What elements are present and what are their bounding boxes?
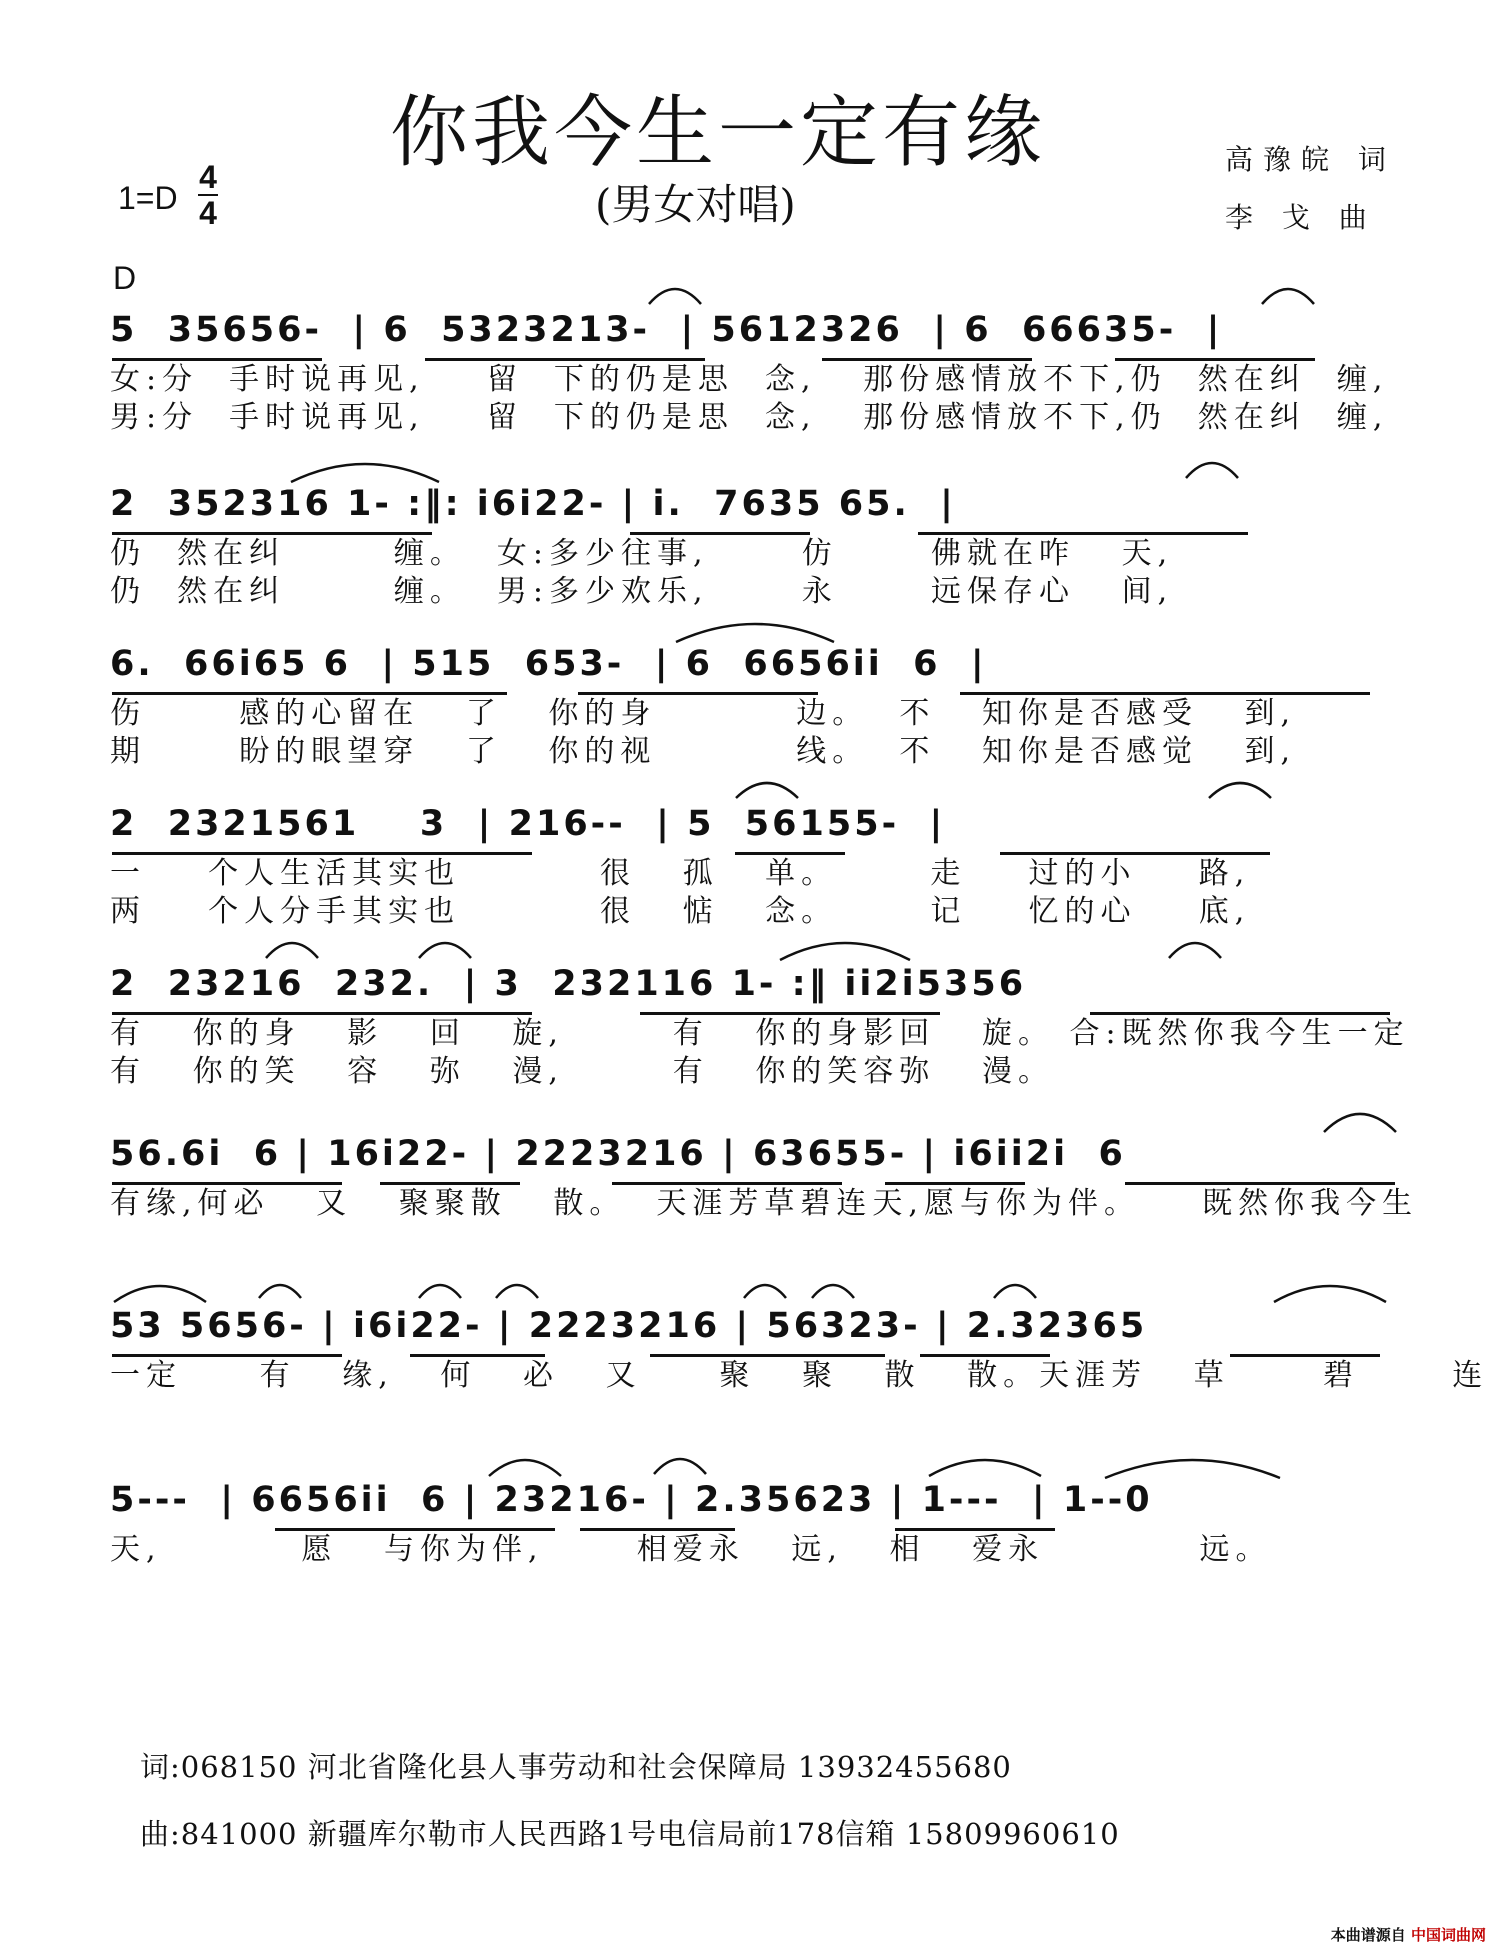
lyric-line-chorus: 一定 有 缘, 何 必 又 聚 聚 散 散。天涯芳 草 碧 连 — [110, 1358, 1489, 1393]
time-signature — [196, 160, 220, 230]
notation-text: 53 5656- | i6i22- | 2223216 | 56323- | 2.32365 — [110, 1306, 1148, 1346]
lyric-line-female: 一 个人生活其实也 很 孤 单。 走 过的小 路, — [110, 856, 1251, 891]
lyricist-contact: 词:068150 河北省隆化县人事劳动和社会保障局 13932455680 — [140, 1750, 1012, 1784]
lyric-line-chorus: 有缘,何必 又 聚聚散 散。 天涯芳草碧连天,愿与你为伴。 既然你我今生 — [110, 1186, 1419, 1221]
notation-text: 6. 66i65 6 | 515 653- | 6 6656ii 6 | — [110, 644, 987, 684]
lyric-line-male: 男:分 手时说再见, 留 下的仍是思 念, 那份感情放不下,仍 然在纠 缠, — [110, 400, 1389, 435]
lyricist-credit: 高豫皖 词 — [1225, 143, 1396, 176]
time-signature-bottom: 4 — [199, 195, 217, 231]
notation-text: 2 352316 1- :‖: i6i22- | i. 7635 65. | — [110, 484, 956, 524]
source-note — [1331, 1924, 1486, 1945]
composer-contact: 曲:841000 新疆库尔勒市人民西路1号电信局前178信箱 15809960610 — [140, 1817, 1120, 1851]
notation-text: 5--- | 6656ii 6 | 23216- | 2.35623 | 1--- | 1--0 — [110, 1480, 1153, 1520]
source-site-link[interactable]: 中国词曲网 — [1410, 1926, 1486, 1944]
key-signature: 1=D — [118, 180, 178, 216]
song-title: 你我今生一定有缘 — [390, 88, 1047, 178]
lyric-line-female: 女:分 手时说再见, 留 下的仍是思 念, 那份感情放不下,仍 然在纠 缠, — [110, 362, 1389, 397]
lyric-line-female: 仍 然在纠 缠。 女:多少往事, 仿 佛就在咋 天, — [110, 536, 1174, 571]
notation-text: 2 23216 232. | 3 232116 1- :‖ ii2i5356 — [110, 964, 1027, 1004]
notation-text: 56.6i 6 | 16i22- | 2223216 | 63655- | i6ii2i 6 — [110, 1134, 1126, 1174]
lyric-line-male: 期 盼的眼望穿 了 你的视 线。 不 知你是否感觉 到, — [110, 734, 1297, 769]
lyric-line-chorus: 天, 愿 与你为伴, 相爱永 远, 相 爱永 远。 — [110, 1532, 1272, 1567]
lyric-line-male: 有 你的笑 容 弥 漫, 有 你的笑容弥 漫。 — [110, 1054, 1054, 1089]
lyric-line-female: 伤 感的心留在 了 你的身 边。 不 知你是否感受 到, — [110, 696, 1297, 731]
lyric-line-male: 仍 然在纠 缠。 男:多少欢乐, 永 远保存心 间, — [110, 574, 1174, 609]
lyric-line-male: 两 个人分手其实也 很 惦 念。 记 忆的心 底, — [110, 894, 1251, 929]
time-signature-top: 4 — [199, 159, 217, 195]
lyric-line-female: 有 你的身 影 回 旋, 有 你的身影回 旋。 合:既然你我今生一定 — [110, 1016, 1410, 1051]
chord-symbol: D — [113, 260, 137, 296]
source-prefix: 本曲谱源自 — [1330, 1926, 1406, 1944]
notation-text: 5 35656- | 6 5323213- | 5612326 | 6 66635- | — [110, 310, 1223, 350]
song-subtitle: (男女对唱) — [595, 180, 796, 229]
notation-text: 2 2321561 3 | 216-- | 5 56155- | — [110, 804, 946, 844]
composer-credit: 李 戈 曲 — [1225, 201, 1377, 234]
